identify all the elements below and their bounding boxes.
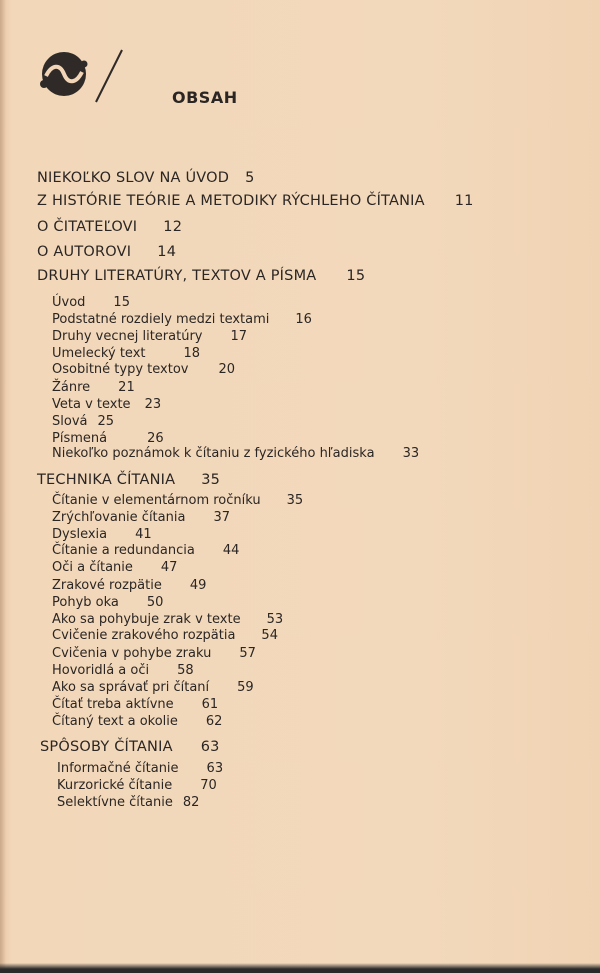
toc-entry-page: 82: [182, 795, 200, 810]
toc-entry-page: 23: [144, 397, 162, 412]
toc-entry-page: 25: [97, 414, 115, 429]
toc-entry: [37, 268, 365, 284]
toc-subentry: [52, 578, 206, 593]
toc-entry-title: Pohyb oka: [52, 595, 119, 610]
toc-entry-page: 15: [346, 268, 366, 284]
toc-subentry: [57, 795, 199, 810]
toc-entry-page: 37: [213, 510, 230, 525]
toc-entry-title: Cvičenie zrakového rozpätia: [52, 628, 236, 643]
toc-subentry: [52, 380, 135, 395]
toc-entry-page: 16: [295, 312, 312, 327]
toc-entry-title: TECHNIKA ČÍTANIA: [37, 472, 176, 488]
toc-entry-title: Čítaný text a okolie: [52, 714, 178, 729]
toc-subentry: [52, 697, 218, 712]
page-title: OBSAH: [172, 88, 238, 107]
toc-entry-title: Ako sa správať pri čítaní: [52, 680, 210, 695]
toc-entry-title: Z HISTÓRIE TEÓRIE A METODIKY RÝCHLEHO ČÍTANIA: [37, 193, 425, 209]
publisher-logo-icon: [34, 46, 124, 106]
toc-entry-page: 12: [163, 219, 183, 235]
toc-entry-page: 20: [218, 362, 236, 377]
toc-subentry: [52, 612, 283, 627]
toc-entry-title: Žánre: [52, 380, 91, 395]
toc-entry-title: Dyslexia: [52, 527, 108, 542]
toc-entry-title: Selektívne čítanie: [57, 795, 173, 810]
toc-subentry: [52, 295, 130, 310]
toc-entry-title: Umelecký text: [52, 346, 146, 361]
toc-entry-title: Veta v texte: [52, 397, 131, 412]
toc-entry-title: SPÔSOBY ČÍTANIA: [40, 739, 173, 755]
toc-subentry: [52, 510, 230, 525]
toc-entry-page: 57: [239, 646, 256, 661]
toc-entry-page: 21: [118, 380, 135, 395]
toc-subentry: [52, 329, 247, 344]
page-spine-shadow: [0, 0, 6, 973]
toc-entry-title: Čítanie v elementárnom ročníku: [52, 493, 261, 508]
toc-entry-page: 11: [454, 193, 474, 209]
toc-subentry: [52, 446, 419, 461]
toc-entry-page: 61: [201, 697, 219, 712]
toc-entry-page: 17: [230, 329, 248, 344]
toc-entry-page: 41: [135, 527, 152, 542]
toc-entry-page: 58: [177, 663, 194, 678]
toc-subentry: [52, 646, 256, 661]
toc-entry-page: 53: [266, 612, 284, 627]
toc-entry-title: Písmená: [52, 431, 108, 446]
toc-subentry: [52, 346, 200, 361]
toc-entry-title: Podstatné rozdiely medzi textami: [52, 312, 270, 327]
toc-subentry: [52, 680, 254, 695]
toc-entry-page: 49: [189, 578, 207, 593]
toc-entry: [37, 193, 474, 209]
toc-entry-page: 59: [237, 680, 254, 695]
toc-entry-page: 70: [200, 778, 217, 793]
page-bottom-edge: [0, 963, 600, 973]
toc-entry-page: 62: [205, 714, 223, 729]
toc-subentry: [52, 527, 152, 542]
toc-entry-title: Zrýchľovanie čítania: [52, 510, 186, 525]
toc-entry-page: 63: [200, 739, 220, 755]
toc-entry-title: Čítanie a redundancia: [52, 543, 195, 558]
toc-entry-page: 63: [206, 761, 224, 776]
toc-entry-title: Čítať treba aktívne: [52, 697, 174, 712]
toc-entry-page: 50: [146, 595, 164, 610]
toc-entry-page: 18: [183, 346, 201, 361]
toc-subentry: [52, 312, 312, 327]
toc-entry: [37, 244, 176, 260]
toc-entry-page: 5: [245, 170, 255, 186]
toc-subentry: [52, 595, 163, 610]
toc-entry-title: Slová: [52, 414, 88, 429]
toc-entry-page: 54: [261, 628, 278, 643]
toc-subentry: [52, 431, 164, 446]
toc-entry-title: O AUTOROVI: [37, 244, 132, 260]
toc-subentry: [57, 761, 223, 776]
toc-subentry: [52, 493, 303, 508]
toc-entry-title: Informačné čítanie: [57, 761, 179, 776]
toc-entry-page: 15: [113, 295, 130, 310]
toc-entry-title: Ako sa pohybuje zrak v texte: [52, 612, 241, 627]
toc-subentry: [52, 414, 114, 429]
toc-entry-title: DRUHY LITERATÚRY, TEXTOV A PÍSMA: [37, 268, 317, 284]
toc-entry-title: Zrakové rozpätie: [52, 578, 162, 593]
toc-subentry: [57, 778, 217, 793]
toc-entry-title: Niekoľko poznámok k čítaniu z fyzického hľadiska: [52, 446, 375, 461]
toc-entry: [40, 739, 220, 755]
toc-entry-page: 35: [286, 493, 304, 508]
toc-entry-title: Oči a čítanie: [52, 560, 133, 575]
toc-entry-title: Hovoridlá a oči: [52, 663, 150, 678]
toc-entry-page: 44: [222, 543, 240, 558]
toc-entry-title: O ČITATEĽOVI: [37, 219, 138, 235]
toc-subentry: [52, 397, 161, 412]
toc-entry-page: 47: [160, 560, 178, 575]
toc-entry-page: 26: [147, 431, 164, 446]
toc-subentry: [52, 663, 194, 678]
toc-subentry: [52, 543, 239, 558]
toc-entry-title: Osobitné typy textov: [52, 362, 189, 377]
toc-entry-title: Úvod: [52, 295, 86, 310]
toc-entry: [37, 472, 220, 488]
toc-entry-title: NIEKOĽKO SLOV NA ÚVOD: [37, 170, 230, 186]
toc-subentry: [52, 560, 177, 575]
toc-entry-title: Druhy vecnej literatúry: [52, 329, 203, 344]
toc-subentry: [52, 628, 278, 643]
toc-entry-page: 33: [402, 446, 420, 461]
toc-entry-title: Cvičenia v pohybe zraku: [52, 646, 212, 661]
toc-entry: [37, 219, 182, 235]
toc-entry-page: 35: [201, 472, 221, 488]
toc-subentry: [52, 362, 235, 377]
toc-entry-title: Kurzorické čítanie: [57, 778, 173, 793]
toc-entry-page: 14: [157, 244, 177, 260]
toc-entry: [37, 170, 255, 186]
toc-subentry: [52, 714, 222, 729]
